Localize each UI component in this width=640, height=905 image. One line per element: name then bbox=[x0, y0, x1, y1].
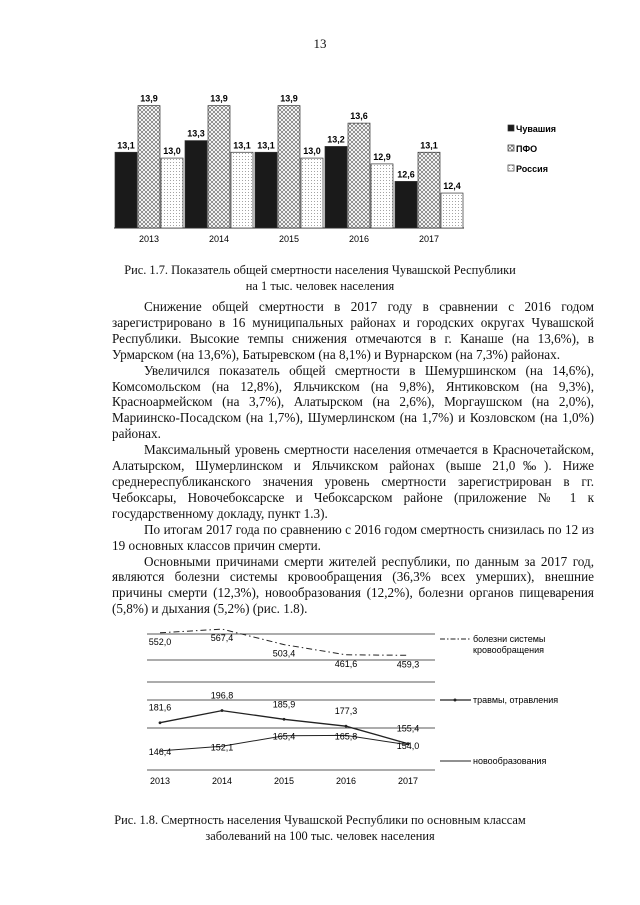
bar-value-label: 13,1 bbox=[420, 140, 438, 151]
x-tick-label: 2015 bbox=[278, 234, 300, 244]
caption-line: Рис. 1.7. Показатель общей смертности населения Чувашской Республики bbox=[124, 263, 516, 277]
legend-label: Россия bbox=[516, 164, 548, 174]
data-label: 503,4 bbox=[272, 648, 296, 659]
mortality-causes-line-chart bbox=[135, 620, 585, 798]
bar-value-label: 13,9 bbox=[210, 93, 228, 104]
legend-label: ПФО bbox=[516, 144, 538, 154]
bar-value-label: 13,6 bbox=[350, 111, 368, 122]
x-tick-label: 2017 bbox=[397, 776, 419, 786]
legend-label: болезни системы bbox=[473, 634, 546, 644]
data-label: 567,4 bbox=[210, 633, 234, 644]
data-label: 185,9 bbox=[272, 699, 296, 710]
bar-value-label: 13,1 bbox=[233, 140, 251, 151]
bar-value-label: 13,1 bbox=[257, 140, 275, 151]
bar-value-label: 12,9 bbox=[373, 151, 391, 162]
bar-Чувашия bbox=[325, 146, 347, 228]
data-point bbox=[221, 709, 224, 712]
bar-value-label: 12,6 bbox=[397, 169, 415, 180]
caption-line: на 1 тыс. человек населения bbox=[245, 279, 395, 293]
data-point bbox=[345, 725, 348, 728]
bar-Чувашия bbox=[395, 181, 417, 228]
bar-Россия bbox=[231, 152, 253, 228]
bar-Чувашия bbox=[185, 141, 207, 228]
mortality-bar-chart bbox=[112, 86, 582, 246]
bar-value-label: 13,2 bbox=[327, 134, 345, 145]
page-number: 13 bbox=[313, 36, 327, 51]
paragraph: Снижение общей смертности в 2017 году в сравнении с 2016 годом зарегистрировано в 16 муниципальных районах и городских округах Чувашской Республики. Высокие темпы снижения отмечаются в г. Канаше (на 13,6%), в Урмарском (на 13,6%), Батыревском (на 8,1%) и Вурнарском (на 7,3%) районах. bbox=[112, 299, 594, 362]
bar-Россия bbox=[161, 158, 183, 228]
data-point bbox=[283, 718, 286, 721]
data-point bbox=[159, 721, 162, 724]
bar-Россия bbox=[371, 164, 393, 228]
legend-label: Чувашия bbox=[516, 124, 557, 134]
data-label: 461,6 bbox=[334, 658, 358, 669]
x-tick-label: 2014 bbox=[208, 234, 230, 244]
bar-value-label: 13,0 bbox=[163, 146, 181, 157]
bar-value-label: 13,0 bbox=[303, 146, 321, 157]
bar-value-label: 13,1 bbox=[117, 140, 135, 151]
paragraph: По итогам 2017 года по сравнению с 2016 годом смертность снизилась по 12 из 19 основных классов причин смерти. bbox=[112, 521, 594, 553]
legend-marker bbox=[454, 699, 457, 702]
data-label: 165,8 bbox=[334, 731, 358, 742]
bar-ПФО bbox=[208, 106, 230, 228]
legend-swatch bbox=[508, 145, 514, 151]
bar-ПФО bbox=[138, 106, 160, 228]
x-tick-label: 2014 bbox=[211, 776, 233, 786]
bar-value-label: 13,9 bbox=[280, 93, 298, 104]
figure-1-7-caption bbox=[70, 262, 570, 294]
bar-ПФО bbox=[418, 152, 440, 228]
data-label: 146,4 bbox=[148, 746, 172, 757]
paragraph: Увеличился показатель общей смертности в Шемуршинском (на 14,6%), Комсомольском (на 12,8%), Яльчикском (на 9,8%), Янтиковском (на 9,3%), Красноармейском (на 3,7%), Алатырском (на 2,6%), Моргаушском (на 2,0%), Мариинско-Посадском (на 1,7%), Шумерлинском (на 1,7%) и Козловском (на 1,0%) районах. bbox=[112, 362, 594, 442]
bar-Чувашия bbox=[255, 152, 277, 228]
x-tick-label: 2017 bbox=[418, 234, 440, 244]
bar-value-label: 13,3 bbox=[187, 128, 205, 139]
bar-Россия bbox=[441, 193, 463, 228]
data-label: 177,3 bbox=[334, 706, 358, 717]
figure-1-8-caption bbox=[70, 812, 570, 844]
data-label: 196,8 bbox=[210, 690, 234, 701]
bar-ПФО bbox=[278, 106, 300, 228]
legend-label: травмы, отравления bbox=[473, 695, 559, 705]
data-label: 459,3 bbox=[396, 659, 420, 670]
data-label: 155,4 bbox=[396, 723, 420, 734]
x-tick-label: 2016 bbox=[335, 776, 357, 786]
paragraph: Максимальный уровень смертности населения отмечается в Красночетайском, Алатырском, Шумерлинском и Яльчикском районах (выше 21,0‰). Ниже среднереспубликанского значения уровень смертности зарегистрирован в гг. Чебоксары, Новочебоксарске и Чебоксарском районе (приложение № 1 к государственному докладу, пункт 1.3). bbox=[112, 442, 594, 521]
x-tick-label: 2015 bbox=[273, 776, 295, 786]
legend-swatch bbox=[508, 165, 514, 171]
legend-swatch bbox=[508, 125, 514, 131]
data-label: 152,1 bbox=[210, 742, 234, 753]
x-tick-label: 2016 bbox=[348, 234, 370, 244]
bar-value-label: 12,4 bbox=[443, 181, 461, 192]
caption-line: Рис. 1.8. Смертность населения Чувашской Республики по основным классам bbox=[114, 813, 526, 827]
data-label: 154,0 bbox=[396, 740, 420, 751]
x-tick-label: 2013 bbox=[149, 776, 171, 786]
data-label: 181,6 bbox=[148, 702, 172, 713]
bar-value-label: 13,9 bbox=[140, 93, 158, 104]
bar-Россия bbox=[301, 158, 323, 228]
data-label: 165,4 bbox=[272, 731, 296, 742]
legend-label: новообразования bbox=[473, 756, 547, 766]
bar-ПФО bbox=[348, 123, 370, 228]
caption-line: заболеваний на 100 тыс. человек населения bbox=[205, 829, 435, 843]
body-text bbox=[112, 299, 594, 617]
bar-Чувашия bbox=[115, 152, 137, 228]
data-label: 552,0 bbox=[148, 636, 172, 647]
paragraph: Основными причинами смерти жителей республики, по данным за 2017 год, являются болезни системы кровообращения (36,3% всех умерших), внешние причины смерти (12,3%), новообразования (12,2%), болезни органов пищеварения (5,8%) и дыхания (5,2%) (рис. 1.8). bbox=[112, 553, 594, 617]
legend-label: кровообращения bbox=[473, 645, 544, 655]
x-tick-label: 2013 bbox=[138, 234, 160, 244]
